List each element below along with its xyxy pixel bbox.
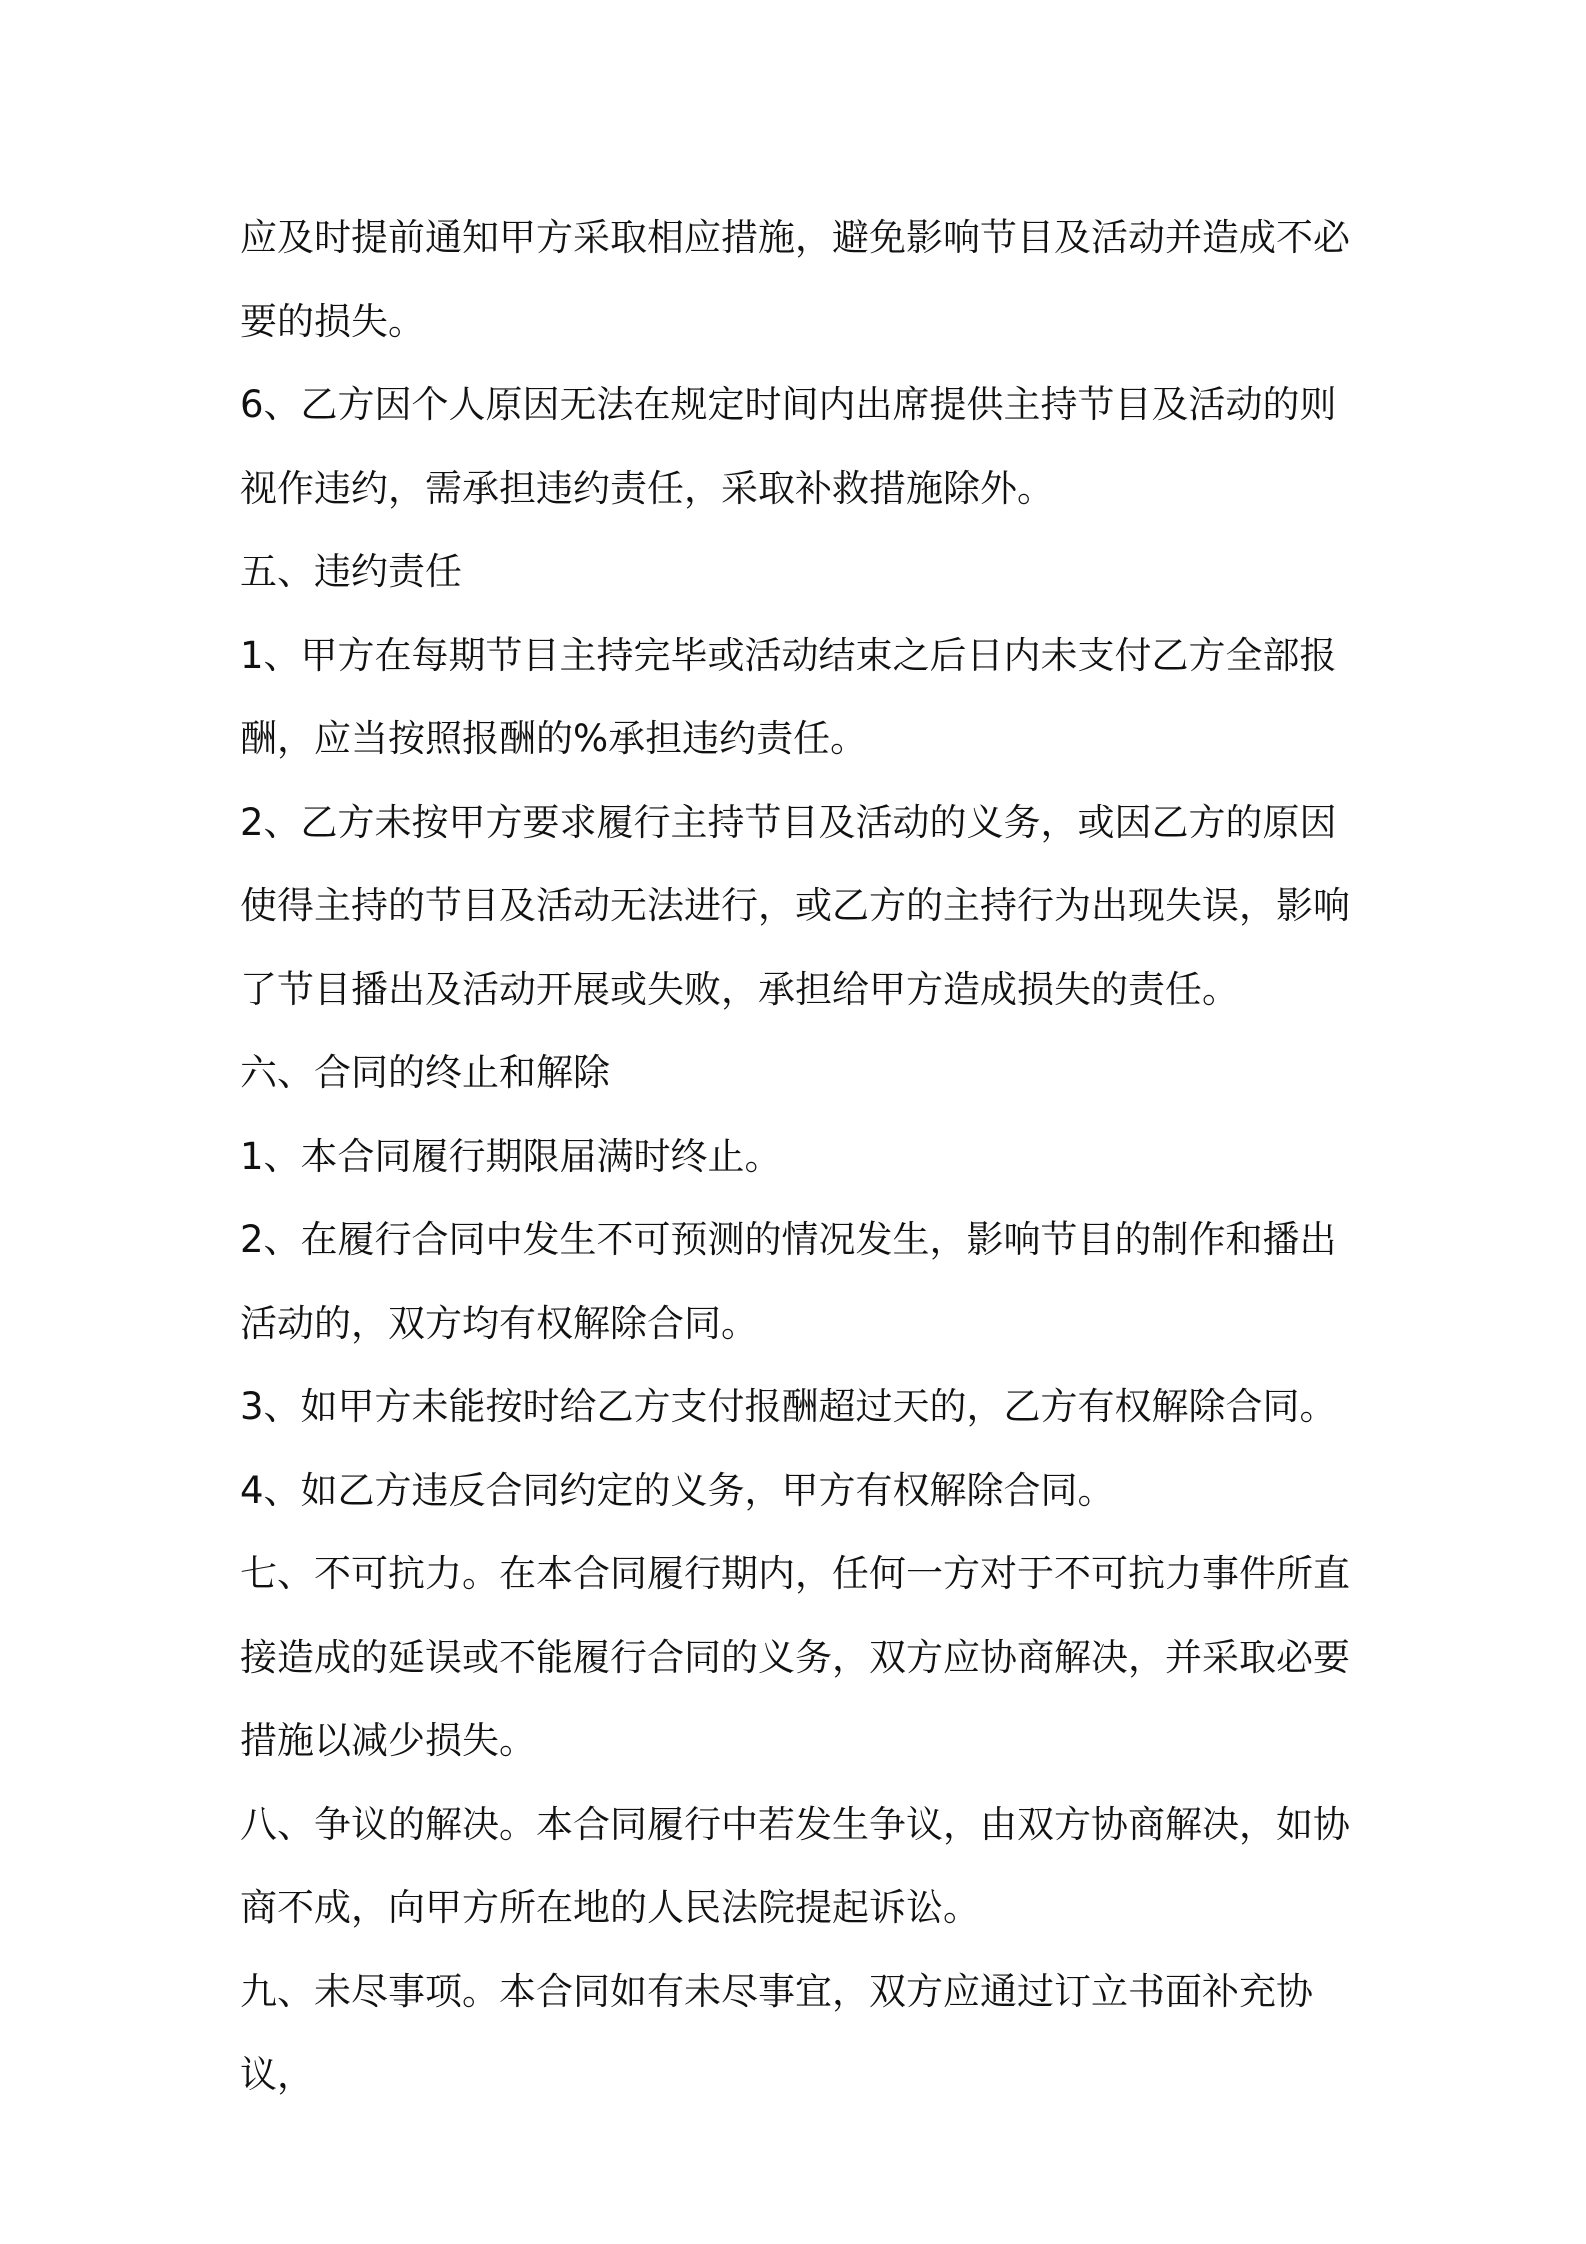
paragraph-clause-4-6: 6、乙方因个人原因无法在规定时间内出席提供主持节目及活动的则视作违约，需承担违约责任，采取补救措施除外。 <box>240 383 1337 510</box>
paragraph-clause-5-2: 2、乙方未按甲方要求履行主持节目及活动的义务，或因乙方的原因使得主持的节目及活动无法进行，或乙方的主持行为出现失误，影响了节目播出及活动开展或失败，承担给甲方造成损失的责任。 <box>240 800 1350 1011</box>
section-heading-termination: 六、合同的终止和解除 <box>240 1051 610 1094</box>
paragraph-dispute-resolution: 八、争议的解决。本合同履行中若发生争议，由双方协商解决，如协商不成，向甲方所在地的人民法院提起诉讼。 <box>240 1802 1350 1929</box>
paragraph-outstanding-matters: 九、未尽事项。本合同如有未尽事宜，双方应通过订立书面补充协议， <box>240 1969 1313 2096</box>
paragraph-clause-6-3: 3、如甲方未能按时给乙方支付报酬超过天的，乙方有权解除合同。 <box>240 1385 1337 1428</box>
paragraph-notice-continuation: 应及时提前通知甲方采取相应措施，避免影响节目及活动并造成不必要的损失。 <box>240 216 1350 343</box>
paragraph-clause-6-1: 1、本合同履行期限届满时终止。 <box>240 1134 782 1178</box>
document-body <box>240 196 1365 2117</box>
paragraph-clause-6-2: 2、在履行合同中发生不可预测的情况发生，影响节目的制作和播出活动的，双方均有权解除合同。 <box>240 1218 1337 1345</box>
paragraph-clause-5-1: 1、甲方在每期节目主持完毕或活动结束之后日内未支付乙方全部报酬，应当按照报酬的%承担违约责任。 <box>240 633 1337 760</box>
paragraph-force-majeure: 七、不可抗力。在本合同履行期内，任何一方对于不可抗力事件所直接造成的延误或不能履行合同的义务，双方应协商解决，并采取必要措施以减少损失。 <box>240 1552 1350 1762</box>
section-heading-liability: 五、违约责任 <box>240 550 462 593</box>
paragraph-clause-6-4: 4、如乙方违反合同约定的义务，甲方有权解除合同。 <box>240 1468 1115 1512</box>
